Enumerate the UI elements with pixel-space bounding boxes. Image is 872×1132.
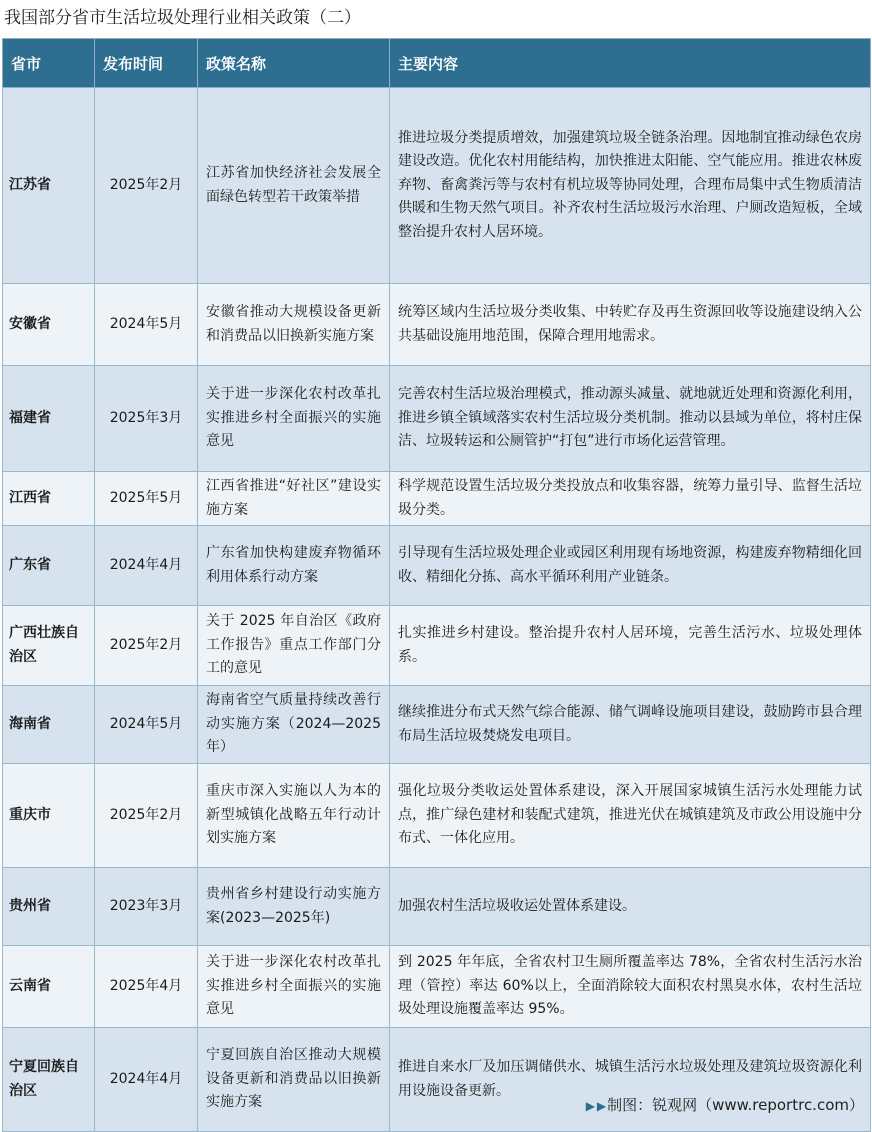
date-cell: 2025年2月 — [95, 764, 198, 868]
table-row — [3, 284, 871, 366]
table-row — [3, 366, 871, 472]
province-cell: 江苏省 — [3, 88, 95, 284]
date-cell: 2025年3月 — [95, 366, 198, 472]
table-row — [3, 764, 871, 868]
header-content: 主要内容 — [390, 39, 871, 88]
page-title: 我国部分省市生活垃圾处理行业相关政策（二） — [4, 8, 361, 28]
content-cell: 到 2025 年年底，全省农村卫生厕所覆盖率达 78%，全省农村生活污水治理（管控）率达 60%以上，全面消除较大面积农村黑臭水体，农村生活垃圾处理设施覆盖率达 95%。 — [390, 946, 871, 1028]
province-cell: 重庆市 — [3, 764, 95, 868]
table-row — [3, 606, 871, 686]
policy-name-cell: 江苏省加快经济社会发展全面绿色转型若干政策举措 — [198, 88, 390, 284]
date-cell: 2024年4月 — [95, 526, 198, 606]
content-cell: 科学规范设置生活垃圾分类投放点和收集容器，统筹力量引导、监督生活垃圾分类。 — [390, 472, 871, 526]
content-cell: 继续推进分布式天然气综合能源、储气调峰设施项目建设，鼓励跨市县合理布局生活垃圾焚烧发电项目。 — [390, 686, 871, 764]
date-cell: 2024年5月 — [95, 686, 198, 764]
province-cell: 云南省 — [3, 946, 95, 1028]
table-row — [3, 868, 871, 946]
header-province: 省市 — [3, 39, 95, 88]
province-cell: 福建省 — [3, 366, 95, 472]
content-cell: 推进垃圾分类提质增效，加强建筑垃圾全链条治理。因地制宜推动绿色农房建设改造。优化农村用能结构，加快推进太阳能、空气能应用。推进农林废弃物、畜禽粪污等与农村有机垃圾等协同处理，合理布局集中式生物质清洁供暖和生物天然气项目。补齐农村生活垃圾污水治理、户厕改造短板，全域整治提升农村人居环境。 — [390, 88, 871, 284]
content-cell: 强化垃圾分类收运处置体系建设，深入开展国家城镇生活污水处理能力试点，推广绿色建材和装配式建筑，推进光伏在城镇建筑及市政公用设施中分布式、一体化应用。 — [390, 764, 871, 868]
province-cell: 广西壮族自治区 — [3, 606, 95, 686]
table-row — [3, 946, 871, 1028]
province-cell: 广东省 — [3, 526, 95, 606]
content-cell: 完善农村生活垃圾治理模式，推动源头减量、就地就近处理和资源化利用，推进乡镇全镇域落实农村生活垃圾分类机制。推动以县域为单位，将村庄保洁、垃圾转运和公厕管护“打包”进行市场化运营管理。 — [390, 366, 871, 472]
date-cell: 2025年2月 — [95, 606, 198, 686]
policy-name-cell: 关于 2025 年自治区《政府工作报告》重点工作部门分工的意见 — [198, 606, 390, 686]
header-date: 发布时间 — [95, 39, 198, 88]
content-cell: 引导现有生活垃圾处理企业或园区利用现有场地资源，构建废弃物精细化回收、精细化分拣、高水平循环利用产业链条。 — [390, 526, 871, 606]
policy-name-cell: 宁夏回族自治区推动大规模设备更新和消费品以旧换新实施方案 — [198, 1028, 390, 1132]
table-row — [3, 472, 871, 526]
date-cell: 2024年4月 — [95, 1028, 198, 1132]
policy-name-cell: 关于进一步深化农村改革扎实推进乡村全面振兴的实施意见 — [198, 946, 390, 1028]
policy-name-cell: 海南省空气质量持续改善行动实施方案（2024—2025 年） — [198, 686, 390, 764]
province-cell: 江西省 — [3, 472, 95, 526]
date-cell: 2025年4月 — [95, 946, 198, 1028]
date-cell: 2025年2月 — [95, 88, 198, 284]
table-row — [3, 526, 871, 606]
policy-name-cell: 广东省加快构建废弃物循环利用体系行动方案 — [198, 526, 390, 606]
table-row — [3, 686, 871, 764]
date-cell: 2025年5月 — [95, 472, 198, 526]
content-cell: 加强农村生活垃圾收运处置体系建设。 — [390, 868, 871, 946]
date-cell: 2023年3月 — [95, 868, 198, 946]
footer-prefix: 制图： — [607, 1096, 653, 1114]
content-cell: 扎实推进乡村建设。整治提升农村人居环境，完善生活污水、垃圾处理体系。 — [390, 606, 871, 686]
table-row — [3, 88, 871, 284]
province-cell: 贵州省 — [3, 868, 95, 946]
content-cell: 统筹区域内生活垃圾分类收集、中转贮存及再生资源回收等设施建设纳入公共基础设施用地范围，保障合理用地需求。 — [390, 284, 871, 366]
play-arrow-icon: ▶ ▶ — [585, 1099, 606, 1113]
table-header-row — [3, 39, 871, 88]
policy-name-cell: 江西省推进“好社区”建设实施方案 — [198, 472, 390, 526]
date-cell: 2024年5月 — [95, 284, 198, 366]
footer-source: 锐观网（www.reportrc.com） — [652, 1096, 864, 1114]
policy-name-cell: 贵州省乡村建设行动实施方案(2023—2025年) — [198, 868, 390, 946]
policy-name-cell: 重庆市深入实施以人为本的新型城镇化战略五年行动计划实施方案 — [198, 764, 390, 868]
content-cell: 推进自来水厂及加压调储供水、城镇生活污水垃圾处理及建筑垃圾资源化利用设施设备更新。 — [390, 1028, 871, 1132]
policy-name-cell: 关于进一步深化农村改革扎实推进乡村全面振兴的实施意见 — [198, 366, 390, 472]
policy-table — [2, 38, 871, 1132]
province-cell: 宁夏回族自治区 — [3, 1028, 95, 1132]
header-policy-name: 政策名称 — [198, 39, 390, 88]
policy-name-cell: 安徽省推动大规模设备更新和消费品以旧换新实施方案 — [198, 284, 390, 366]
province-cell: 安徽省 — [3, 284, 95, 366]
province-cell: 海南省 — [3, 686, 95, 764]
source-footer — [586, 1094, 864, 1117]
